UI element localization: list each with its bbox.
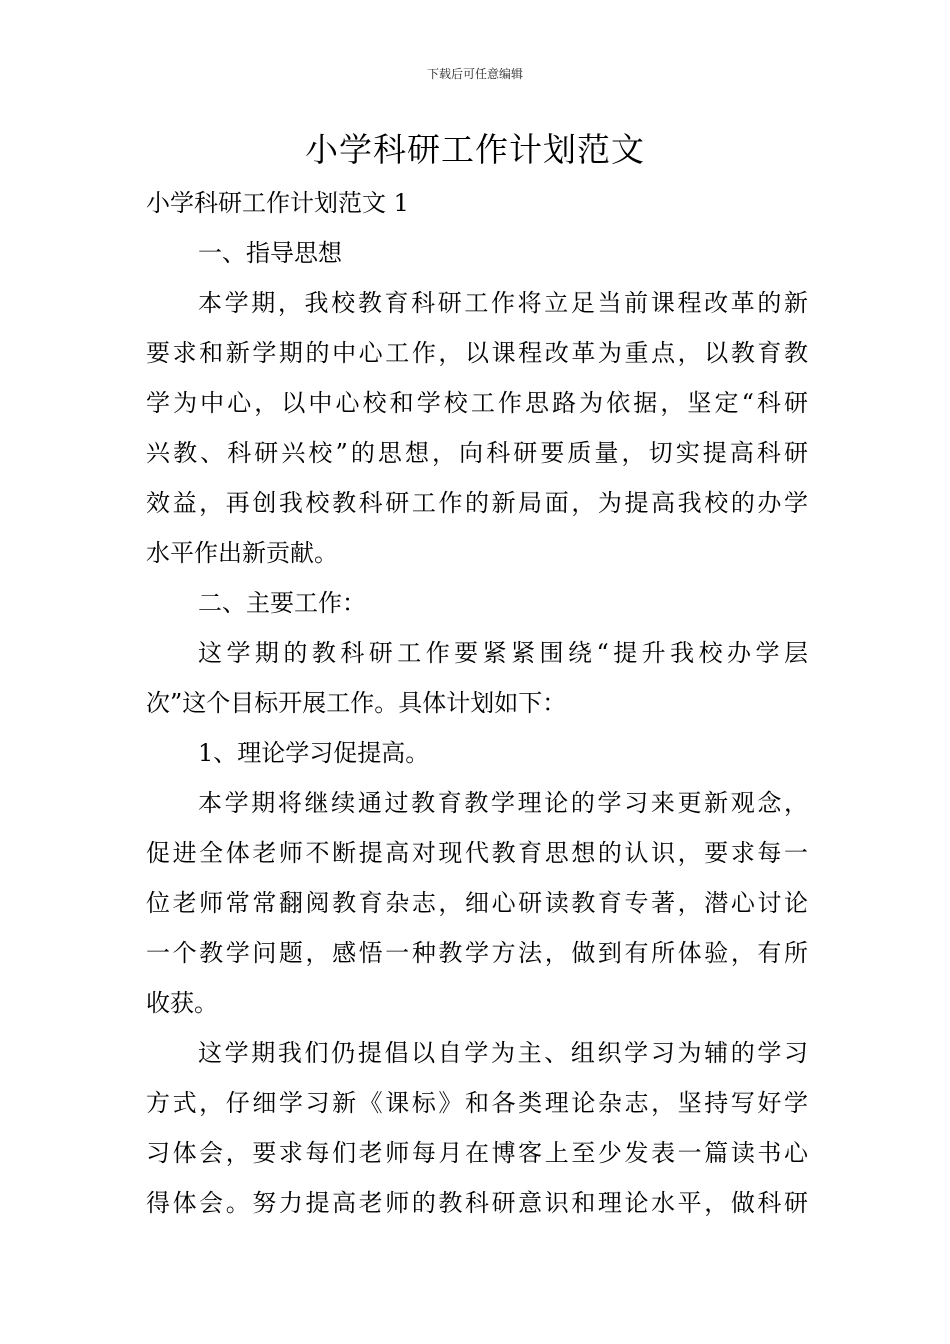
paragraph-line: 一个教学问题，感悟一种教学方法，做到有所体验，有所: [146, 939, 808, 967]
paragraph-line: 本学期将继续通过教育教学理论的学习来更新观念，: [198, 789, 808, 817]
paragraph-line: 本学期，我校教育科研工作将立足当前课程改革的新: [198, 289, 808, 317]
subtitle: 小学科研工作计划范文 1: [146, 189, 409, 217]
paragraph-line: 要求和新学期的中心工作，以课程改革为重点，以教育教: [146, 339, 808, 367]
paragraph-line: 得体会。努力提高老师的教科研意识和理论水平，做科研: [146, 1189, 808, 1217]
paragraph-line: 这学期的教科研工作要紧紧围绕“提升我校办学层: [198, 639, 808, 667]
paragraph-line: 习体会，要求每们老师每月在博客上至少发表一篇读书心: [146, 1139, 808, 1167]
paragraph-line: 水平作出新贡献。: [146, 539, 338, 567]
paragraph-line: 收获。: [146, 989, 218, 1017]
paragraph-line: 促进全体老师不断提高对现代教育思想的认识，要求每一: [146, 839, 808, 867]
document-body: [146, 178, 808, 1228]
paragraph-line: 位老师常常翻阅教育杂志，细心研读教育专著，潜心讨论: [146, 889, 808, 917]
paragraph-line: 学为中心，以中心校和学校工作思路为依据，坚定“科研: [146, 389, 808, 417]
section-heading-main-work: 二、主要工作：: [198, 589, 366, 617]
paragraph-line: 效益，再创我校教科研工作的新局面，为提高我校的办学: [146, 489, 808, 517]
paragraph-line: 方式，仔细学习新《课标》和各类理论杂志，坚持写好学: [146, 1089, 808, 1117]
paragraph-line: 这学期我们仍提倡以自学为主、组织学习为辅的学习: [198, 1039, 808, 1067]
page-header-note: 下载后可任意编辑: [426, 67, 523, 81]
section-heading-guiding-thought: 一、指导思想: [198, 239, 342, 267]
paragraph-line: 次”这个目标开展工作。具体计划如下：: [146, 689, 567, 717]
item-heading-theory-study: 1、理论学习促提高。: [198, 739, 430, 767]
document-title: 小学科研工作计划范文: [305, 130, 645, 169]
paragraph-line: 兴教、科研兴校”的思想，向科研要质量，切实提高科研: [146, 439, 808, 467]
